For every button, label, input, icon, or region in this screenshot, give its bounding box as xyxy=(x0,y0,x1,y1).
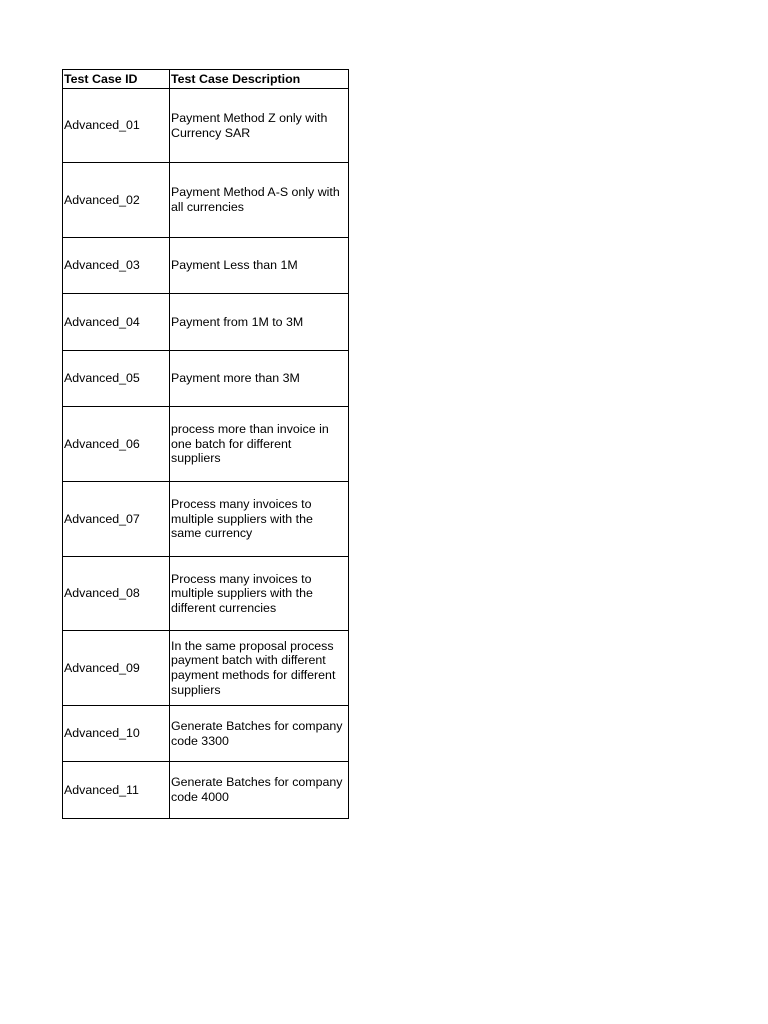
test-case-description-cell xyxy=(170,294,349,351)
table-row xyxy=(63,762,349,819)
table-row xyxy=(63,89,349,163)
test-case-id-cell: Advanced_03 xyxy=(63,238,170,294)
description-line: Payment more than 3M xyxy=(171,371,300,386)
test-case-id-cell: Advanced_07 xyxy=(63,482,170,557)
description-line: different currencies xyxy=(171,600,277,615)
table-row xyxy=(63,351,349,407)
test-case-description-cell xyxy=(170,631,349,706)
test-case-description-cell xyxy=(170,557,349,631)
test-case-id-cell: Advanced_04 xyxy=(63,294,170,351)
header-test-case-id: Test Case ID xyxy=(63,70,170,89)
table-row xyxy=(63,238,349,294)
description-line: Payment Less than 1M xyxy=(171,258,298,273)
table-row xyxy=(63,407,349,482)
description-line: Payment Method Z only with xyxy=(171,110,328,125)
description-line: Generate Batches for company xyxy=(171,718,343,733)
description-line: In the same proposal process xyxy=(171,638,334,653)
table-row xyxy=(63,706,349,762)
test-case-description-cell xyxy=(170,238,349,294)
table-row xyxy=(63,631,349,706)
description-line: code 4000 xyxy=(171,790,229,804)
description-line: Payment Method A-S only with xyxy=(171,185,340,200)
description-line: payment batch with different xyxy=(171,653,326,668)
description-line: Payment from 1M to 3M xyxy=(171,314,304,329)
test-case-description-cell xyxy=(170,706,349,762)
test-case-description-cell xyxy=(170,482,349,557)
header-row xyxy=(63,70,349,89)
description-line: multiple suppliers with the xyxy=(171,586,313,601)
test-case-table xyxy=(62,69,349,819)
test-case-id-cell: Advanced_09 xyxy=(63,631,170,706)
test-case-description-cell xyxy=(170,407,349,482)
description-line: one batch for different xyxy=(171,436,292,451)
description-line: multiple suppliers with the xyxy=(171,511,313,526)
description-line: process more than invoice in xyxy=(171,422,329,437)
description-line: same currency xyxy=(171,526,253,541)
test-case-description-cell xyxy=(170,89,349,163)
description-line: payment methods for different xyxy=(171,668,336,682)
test-case-description-cell xyxy=(170,762,349,819)
table-row xyxy=(63,294,349,351)
test-case-id-cell: Advanced_10 xyxy=(63,706,170,762)
test-case-id-cell: Advanced_11 xyxy=(63,762,170,819)
table-row xyxy=(63,163,349,238)
description-line: suppliers xyxy=(171,682,221,697)
description-line: code 3300 xyxy=(171,733,229,748)
test-case-id-cell: Advanced_08 xyxy=(63,557,170,631)
test-case-description-cell xyxy=(170,351,349,407)
description-line: Generate Batches for company xyxy=(171,775,343,790)
table-body xyxy=(63,89,349,819)
description-line: suppliers xyxy=(171,451,221,466)
test-case-description-cell xyxy=(170,163,349,238)
test-case-id-cell: Advanced_02 xyxy=(63,163,170,238)
description-line: Currency SAR xyxy=(171,125,251,140)
description-line: all currencies xyxy=(171,200,244,214)
table-row xyxy=(63,482,349,557)
test-case-id-cell: Advanced_05 xyxy=(63,351,170,407)
table-row xyxy=(63,557,349,631)
test-case-id-cell: Advanced_06 xyxy=(63,407,170,482)
header-test-case-description: Test Case Description xyxy=(170,70,349,89)
description-line: Process many invoices to xyxy=(171,571,312,586)
test-case-id-cell: Advanced_01 xyxy=(63,89,170,163)
description-line: Process many invoices to xyxy=(171,497,312,512)
